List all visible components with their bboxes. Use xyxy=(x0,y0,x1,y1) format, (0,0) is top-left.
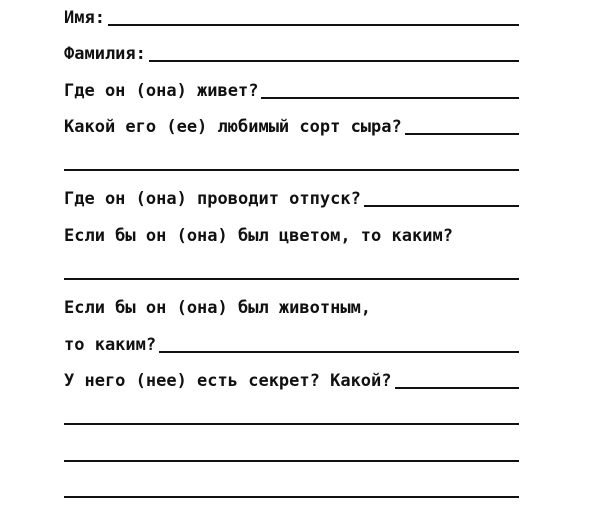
lives-label: Где он (она) живет? xyxy=(64,81,259,101)
surname-answer-line[interactable] xyxy=(149,60,519,62)
animal-row xyxy=(64,296,519,320)
vacation-answer-line[interactable] xyxy=(364,205,519,207)
cheese-extra-answer-line[interactable] xyxy=(64,169,519,171)
secret-row xyxy=(64,369,519,393)
cheese-row xyxy=(64,115,519,139)
name-label: Имя: xyxy=(64,8,105,28)
lives-answer-line[interactable] xyxy=(261,97,519,99)
animal-label-line2: то каким? xyxy=(64,335,157,355)
secret-extra-answer-line-3[interactable] xyxy=(64,496,519,498)
flower-answer-row xyxy=(64,260,519,284)
vacation-label: Где он (она) проводит отпуск? xyxy=(64,189,361,209)
name-row xyxy=(64,6,519,30)
animal-answer-line[interactable] xyxy=(159,351,519,353)
secret-label: У него (нее) есть секрет? Какой? xyxy=(64,371,392,391)
cheese-label: Какой его (ее) любимый сорт сыра? xyxy=(64,117,402,137)
animal-label-line1: Если бы он (она) был животным, xyxy=(64,298,372,318)
secret-answer-line[interactable] xyxy=(395,387,519,389)
cheese-extra-row xyxy=(64,151,519,175)
name-answer-line[interactable] xyxy=(108,24,519,26)
questionnaire-form xyxy=(64,0,519,518)
animal-answer-row xyxy=(64,333,519,357)
vacation-row xyxy=(64,187,519,211)
cheese-answer-line[interactable] xyxy=(405,133,519,135)
lives-row xyxy=(64,79,519,103)
surname-label: Фамилия: xyxy=(64,44,146,64)
secret-extra-row-2 xyxy=(64,442,519,466)
flower-label: Если бы он (она) был цветом, то каким? xyxy=(64,226,453,246)
flower-row xyxy=(64,224,519,248)
secret-extra-row-3 xyxy=(64,478,519,502)
secret-extra-row-1 xyxy=(64,405,519,429)
secret-extra-answer-line-2[interactable] xyxy=(64,460,519,462)
surname-row xyxy=(64,42,519,66)
secret-extra-answer-line-1[interactable] xyxy=(64,423,519,425)
flower-answer-line[interactable] xyxy=(64,278,519,280)
